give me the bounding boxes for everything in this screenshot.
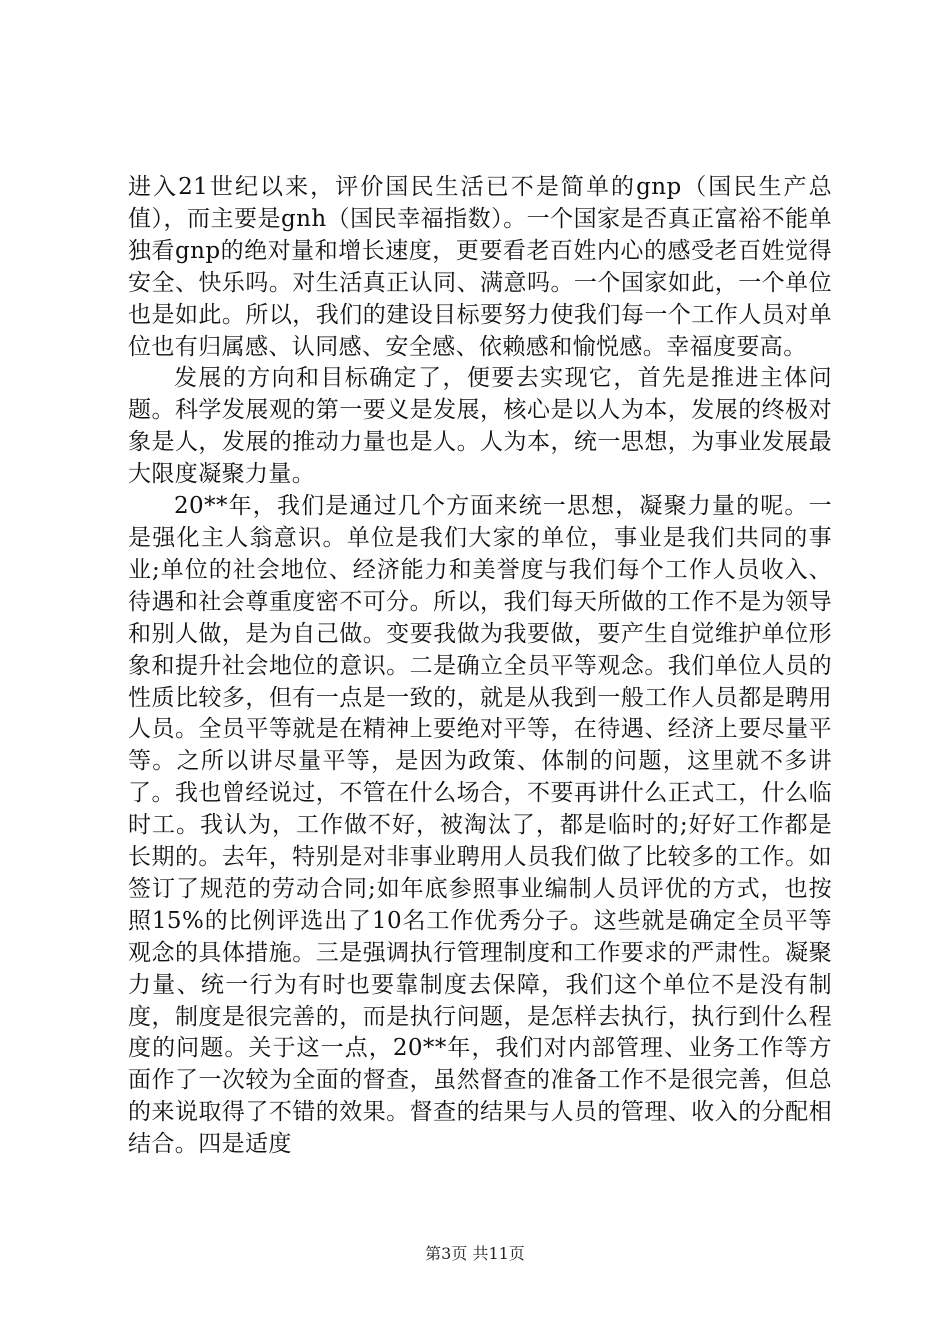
document-body: [128, 172, 832, 1161]
paragraph-3: 20**年，我们是通过几个方面来统一思想，凝聚力量的呢。一是强化主人翁意识。单位是我们大家的单位，事业是我们共同的事业;单位的社会地位、经济能力和美誉度与我们每个工作人员收入、待遇和社会尊重度密不可分。所以，我们每天所做的工作不是为领导和别人做，是为自己做。变要我做为我要做，要产生自觉维护单位形象和提升社会地位的意识。二是确立全员平等观念。我们单位人员的性质比较多，但有一点是一致的，就是从我到一般工作人员都是聘用人员。全员平等就是在精神上要绝对平等，在待遇、经济上要尽量平等。之所以讲尽量平等，是因为政策、体制的问题，这里就不多讲了。我也曾经说过，不管在什么场合，不要再讲什么正式工，什么临时工。我认为，工作做不好，被淘汰了，都是临时的;好好工作都是长期的。去年，特别是对非事业聘用人员我们做了比较多的工作。如签订了规范的劳动合同;如年底参照事业编制人员评优的方式，也按照15%的比例评选出了10名工作优秀分子。这些就是确定全员平等观念的具体措施。三是强调执行管理制度和工作要求的严肃性。凝聚力量、统一行为有时也要靠制度去保障，我们这个单位不是没有制度，制度是很完善的，而是执行问题，是怎样去执行，执行到什么程度的问题。关于这一点，20**年，我们对内部管理、业务工作等方面作了一次较为全面的督查，虽然督查的准备工作不是很完善，但总的来说取得了不错的效果。督查的结果与人员的管理、收入的分配相结合。四是适度: [128, 493, 832, 1158]
page-number-footer: 第3页 共11页: [425, 1244, 525, 1263]
paragraph-2: 发展的方向和目标确定了，便要去实现它，首先是推进主体问题。科学发展观的第一要义是发展，核心是以人为本，发展的终极对象是人，发展的推动力量也是人。人为本，统一思想，为事业发展最大限度凝聚力量。: [128, 365, 832, 488]
paragraph-1: 进入21世纪以来，评价国民生活已不是简单的gnp（国民生产总值），而主要是gnh（国民幸福指数）。一个国家是否真正富裕不能单独看gnp的绝对量和增长速度，更要看老百姓内心的感受老百姓觉得安全、快乐吗。对生活真正认同、满意吗。一个国家如此，一个单位也是如此。所以，我们的建设目标要努力使我们每一个工作人员对单位也有归属感、认同感、安全感、依赖感和愉悦感。幸福度要高。: [128, 174, 832, 360]
